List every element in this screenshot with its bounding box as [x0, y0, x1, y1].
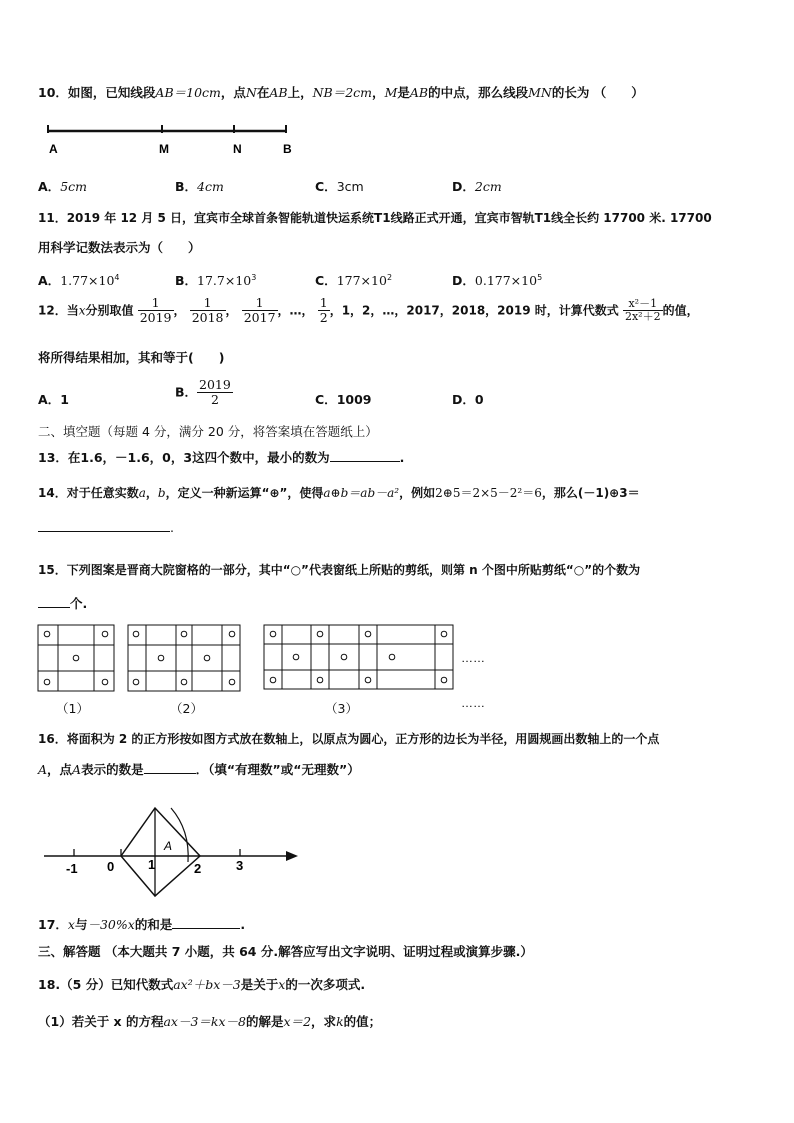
window-pattern-3 — [264, 625, 453, 689]
point-b-label: B — [283, 142, 292, 156]
axis-label-2: 2 — [194, 861, 202, 876]
q12-option-c: C．1009 — [315, 392, 372, 407]
q12-option-b: B． $\frac{2019}{2}$ — [175, 377, 231, 408]
q12-option-a: A．1 — [38, 392, 69, 407]
q11-option-d: D．$0.177\times 10^5$ — [452, 272, 543, 288]
fraction-1-2018: $\frac{1}{2018}$ — [191, 295, 224, 326]
q16-stem-line1: 16．将面积为 2 的正方形按如图方式放在数轴上，以原点为圆心，正方形的边长为半径，用圆规画出数轴上的一个点 — [38, 732, 660, 746]
window-pattern-1 — [38, 625, 114, 691]
q14-answer-line: . — [38, 520, 174, 535]
section-2-heading: 二、填空题（每题 4 分，满分 20 分，将答案填在答题纸上） — [38, 424, 378, 439]
q16-answer-blank — [144, 773, 196, 774]
axis-label-1: 1 — [148, 857, 156, 872]
q18-part-1: （1）若关于 x 的方程ax－3＝kx－8的解是x＝2，求k的值； — [38, 1014, 382, 1029]
expression-fraction: $\frac{\text{x²－1}}{\text{2x²＋2}}$ — [624, 296, 661, 324]
point-a-marker: A — [164, 839, 173, 853]
pattern-ellipsis-upper: …… — [461, 651, 485, 665]
fraction-1-2: $\frac{1}{2}$ — [319, 295, 328, 326]
q15-answer-blank — [38, 607, 70, 608]
q12-stem-line2: 将所得结果相加，其和等于( ) — [38, 350, 225, 365]
caption-figure-1: （1） — [56, 701, 89, 716]
q11-option-b: B．$17.7\times 10^3$ — [175, 272, 257, 288]
point-m-label: M — [159, 142, 169, 156]
axis-label-3: 3 — [236, 858, 244, 873]
q15-window-pattern-figures — [36, 622, 485, 722]
axis-arrow — [286, 851, 298, 861]
point-a-label: A — [49, 142, 58, 156]
q14-answer-blank — [38, 531, 170, 532]
q14-stem: 14．对于任意实数a，b，定义一种新运算“⊕”，使得a⊕b＝ab－a²，例如2⊕5＝2×5－2²＝6，那么(－1)⊕3＝ — [38, 486, 640, 500]
q10-option-c: C．3cm — [315, 179, 364, 194]
q11-stem-line2: 用科学记数法表示为（ ） — [38, 240, 201, 255]
caption-figure-2: （2） — [170, 701, 203, 716]
axis-label-minus-1: -1 — [66, 861, 78, 876]
point-n-label: N — [233, 142, 242, 156]
q12-stem-line1: 12．当x分别取值 $\frac{1}{2019}$ ， $\frac{1}{2018}$ ， $\frac{1}{2017}$ ，…， $\frac{1}{2}$ ，1，2，…，2017，2018，2019 时，计算代数式 $\frac{\text{x²－1}}{\text{2x²＋2}}$ 的值， — [38, 295, 699, 326]
q15-stem-line1: 15．下列图案是晋商大院窗格的一部分，其中“○”代表窗纸上所贴的剪纸，则第 n 个图中所贴剪纸“○”的个数为 — [38, 563, 641, 577]
q16-stem-line2: A，点A表示的数是 ．（填“有理数”或“无理数”） — [38, 762, 360, 777]
q10-option-b: B．4cm — [175, 179, 224, 194]
q11-stem-line1: 11．2019 年 12 月 5 日，宜宾市全球首条智能轨道快运系统T1线路正式开通，宜宾市智轨T1线全长约 17700 米. 17700 — [38, 211, 712, 225]
q16-number-line-figure — [40, 800, 304, 900]
q10-stem: 10．如图，已知线段AB＝10cm，点N在AB上，NB＝2cm，M是AB的中点，那么线段MN的长为 （ ） — [38, 85, 644, 100]
q10-segment-figure — [40, 118, 310, 160]
q13-stem: 13．在1.6，－1.6，0，3这四个数中，最小的数为 . — [38, 450, 405, 465]
fraction-1-2019: $\frac{1}{2019}$ — [139, 295, 172, 326]
q12-option-d: D．0 — [452, 392, 484, 407]
axis-label-0: 0 — [107, 859, 115, 874]
q10-option-d: D．2cm — [452, 179, 502, 194]
q13-answer-blank — [330, 461, 400, 462]
q11-option-c: C．$177\times 10^2$ — [315, 272, 393, 288]
q10-option-a: A．5cm — [38, 179, 87, 194]
section-3-heading: 三、解答题 （本大题共 7 小题，共 64 分.解答应写出文字说明、证明过程或演算步骤.） — [38, 944, 533, 959]
q15-stem-line2: 个. — [38, 594, 87, 612]
q11-option-a: A．$1.77\times 10^4$ — [38, 272, 120, 288]
fraction-1-2017: $\frac{1}{2017}$ — [243, 295, 276, 326]
q18-stem: 18.（5 分）已知代数式ax²＋bx－3是关于x的一次多项式. — [38, 977, 366, 992]
q17-stem: 17．x与－30%x的和是 . — [38, 917, 246, 932]
caption-figure-3: （3） — [325, 701, 358, 716]
pattern-ellipsis-lower: …… — [461, 696, 485, 710]
q17-answer-blank — [172, 928, 240, 929]
window-pattern-2 — [128, 625, 240, 691]
